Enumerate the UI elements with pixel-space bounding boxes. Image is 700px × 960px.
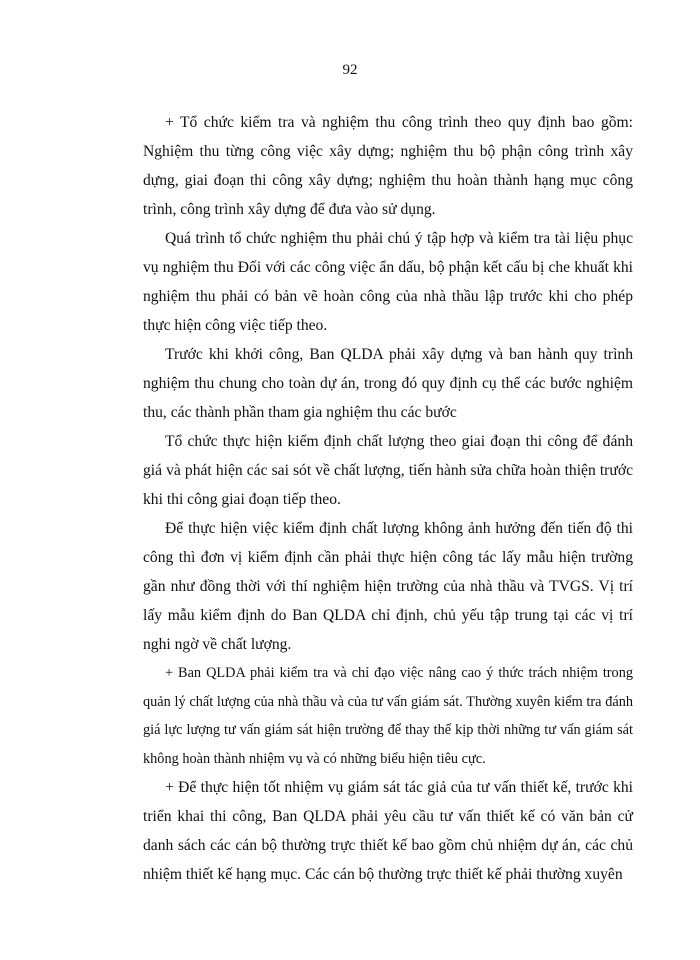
paragraph: + Để thực hiện tốt nhiệm vụ giám sát tác giả của tư vấn thiết kế, trước khi triển khai thi công, Ban QLDA phải yêu cầu tư vấn thiết kế có văn bản cử danh sách các cán bộ thường trực thiết kế bao gồm chủ nhiệm dự án, các chủ nhiệm thiết kế hạng mục. Các cán bộ thường trực thiết kế phải thường xuyên xyxy=(143,779,633,883)
paragraph: Tổ chức thực hiện kiểm định chất lượng theo giai đoạn thi công để đánh giá và phát hiện các sai sót về chất lượng, tiến hành sửa chữa hoàn thiện trước khi thi công giai đoạn tiếp theo. xyxy=(143,433,633,508)
paragraph: + Ban QLDA phải kiểm tra và chỉ đạo việc nâng cao ý thức trách nhiệm trong quản lý chất lượng của nhà thầu và của tư vấn giám sát. Thường xuyên kiểm tra đánh giá lực lượng tư vấn giám sát hiện trường để thay thế kịp thời những tư vấn giám sát không hoàn thành nhiệm vụ và có những biểu hiện tiêu cực. xyxy=(143,665,633,767)
paragraph: Để thực hiện việc kiểm định chất lượng không ảnh hưởng đến tiến độ thi công thì đơn vị kiểm định cần phải thực hiện công tác lấy mẫu hiện trường gần như đồng thời với thí nghiệm hiện trường của nhà thầu và TVGS. Vị trí lấy mẫu kiểm định do Ban QLDA chỉ định, chủ yếu tập trung tại các vị trí nghi ngờ về chất lượng. xyxy=(143,520,633,653)
paragraph: Trước khi khởi công, Ban QLDA phải xây dựng và ban hành quy trình nghiệm thu chung cho toàn dự án, trong đó quy định cụ thể các bước nghiệm thu, các thành phần tham gia nghiệm thu các bước xyxy=(143,346,633,421)
paragraph: + Tổ chức kiểm tra và nghiệm thu công trình theo quy định bao gồm: Nghiệm thu từng công việc xây dựng; nghiệm thu bộ phận công trình xây dựng, giai đoạn thi công xây dựng; nghiệm thu hoàn thành hạng mục công trình, công trình xây dựng để đưa vào sử dụng. xyxy=(143,114,633,218)
page-number: 92 xyxy=(342,62,358,78)
document-body xyxy=(143,108,633,889)
paragraph: Quá trình tổ chức nghiệm thu phải chú ý tập hợp và kiểm tra tài liệu phục vụ nghiệm thu Đối với các công việc ẩn dấu, bộ phận kết cấu bị che khuất khi nghiệm thu phải có bản vẽ hoàn công của nhà thầu lập trước khi cho phép thực hiện công việc tiếp theo. xyxy=(143,230,633,334)
